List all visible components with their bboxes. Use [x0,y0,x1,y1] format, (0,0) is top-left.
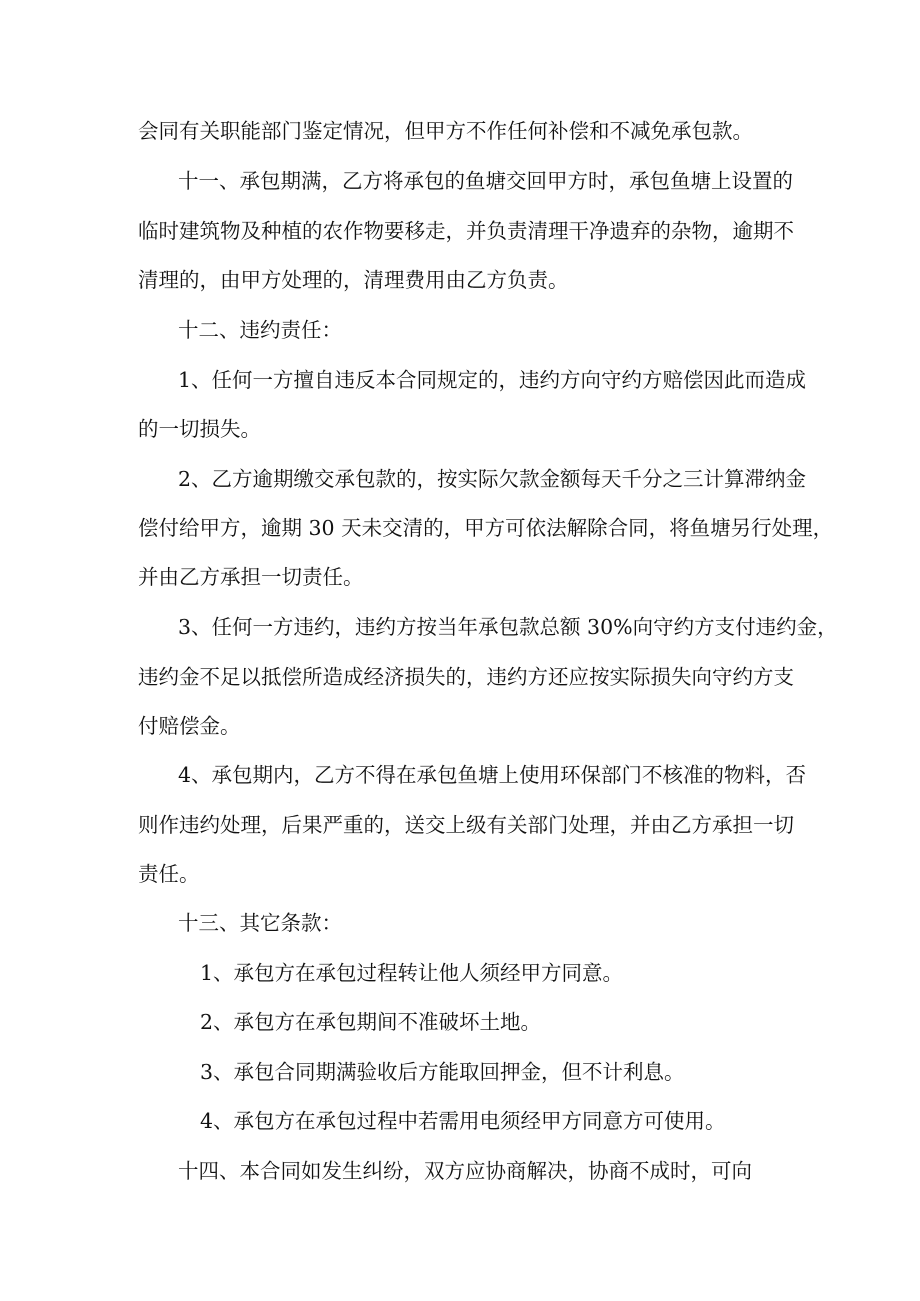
clause-12-item-3-line: 3、任何一方违约，违约方按当年承包款总额 30%向守约方支付违约金， [178,615,838,639]
clause-13-item-2: 2、承包方在承包期间不准破坏土地。 [200,1010,542,1034]
paragraph-line: 会同有关职能部门鉴定情况，但甲方不作任何补偿和不减免承包款。 [138,119,753,143]
clause-12-item-3-line: 违约金不足以抵偿所造成经济损失的，违约方还应按实际损失向守约方支 [138,665,794,689]
clause-14-line: 十四、本合同如发生纠纷，双方应协商解决，协商不成时，可向 [178,1159,752,1183]
clause-11-line: 清理的，由甲方处理的，清理费用由乙方负责。 [138,268,569,292]
clause-12-item-2-line: 偿付给甲方，逾期 30 天未交清的，甲方可依法解除合同，将鱼塘另行处理， [138,516,834,540]
clause-12-item-4-line: 4、承包期内，乙方不得在承包鱼塘上使用环保部门不核准的物料，否 [178,763,807,787]
clause-13-item-1: 1、承包方在承包过程转让他人须经甲方同意。 [200,961,624,985]
clause-12-item-1-line: 的一切损失。 [138,417,261,441]
clause-11-line: 十一、承包期满，乙方将承包的鱼塘交回甲方时，承包鱼塘上设置的 [178,169,793,193]
clause-12-item-2-line: 并由乙方承担一切责任。 [138,565,364,589]
clause-12-item-4-line: 则作违约处理，后果严重的，送交上级有关部门处理，并由乙方承担一切 [138,813,794,837]
clause-13-item-4: 4、承包方在承包过程中若需用电须经甲方同意方可使用。 [200,1109,726,1133]
clause-12-item-3-line: 付赔偿金。 [138,714,241,738]
clause-12-item-4-line: 责任。 [138,862,200,886]
clause-12-heading: 十二、违约责任： [178,318,342,342]
clause-12-item-2-line: 2、乙方逾期缴交承包款的，按实际欠款金额每天千分之三计算滞纳金 [178,467,807,491]
clause-13-heading: 十三、其它条款： [178,911,342,935]
clause-13-item-3: 3、承包合同期满验收后方能取回押金，但不计利息。 [200,1060,685,1084]
clause-12-item-1-line: 1、任何一方擅自违反本合同规定的，违约方向守约方赔偿因此而造成 [178,368,807,392]
clause-11-line: 临时建筑物及种植的农作物要移走，并负责清理干净遗弃的杂物，逾期不 [138,219,794,243]
